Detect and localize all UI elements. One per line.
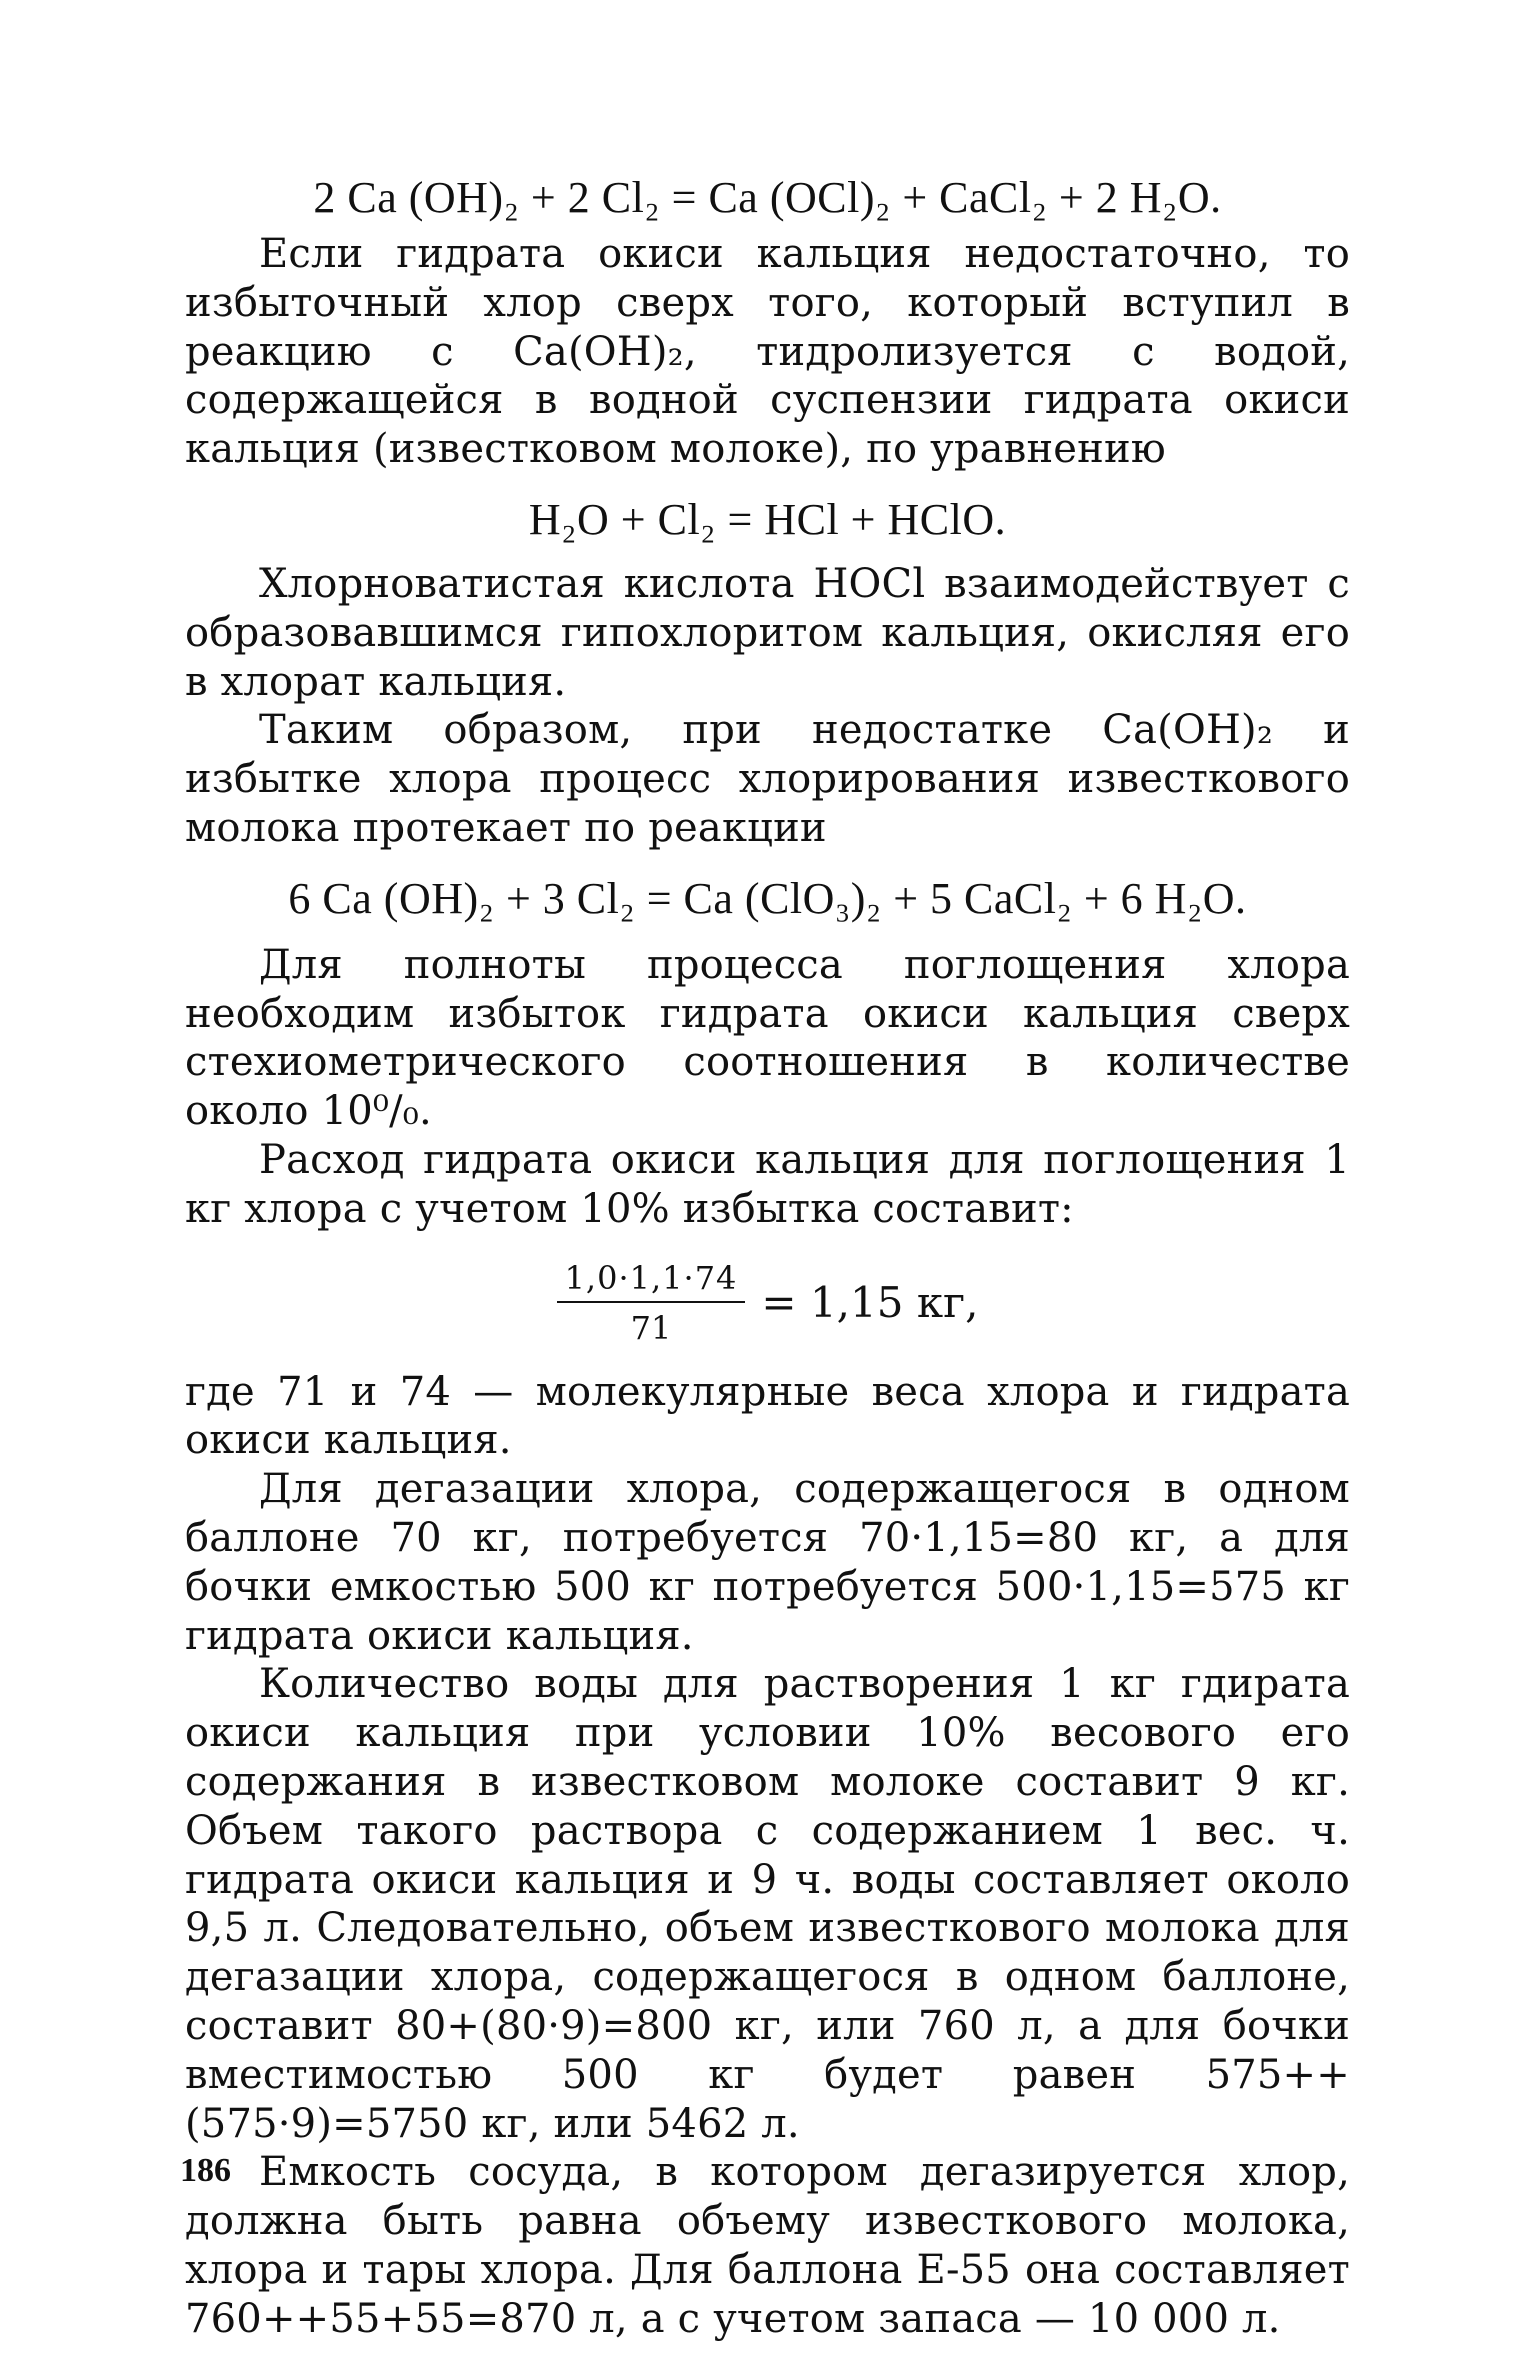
fraction-result: = 1,15 кг, — [761, 1278, 979, 1328]
paragraph-vessel-capacity: Емкость сосуда, в котором дегазируется хлор, должна быть равна объему известкового молока, хлора и тары хлора. Для баллона Е-55 она составляет 760++55+55=870 л, а с учетом запаса — 10 000 л. — [185, 2149, 1350, 2342]
paragraph-reaction-intro: Таким образом, при недостатке Ca(OH)₂ и избытке хлора процесс хлорирования известкового молока протекает по реакции — [185, 707, 1350, 851]
formula-calcium-hypochlorite: 2 Ca (OH)₂ + 2 Cl₂ = Ca (OCl)₂ + CaCl₂ + 2 H₂O. — [313, 173, 1222, 222]
paragraph-hypochlorous-acid: Хлорноватистая кислота HOCl взаимодействует с образовавшимся гипохлоритом кальция, окисляя его в хлорат кальция. — [185, 560, 1350, 705]
page-body — [185, 170, 1350, 2343]
paragraph-consumption: Расход гидрата окиси кальция для поглощения 1 кг хлора с учетом 10% избытка составит: — [185, 1136, 1350, 1232]
fraction-equation — [185, 1238, 1350, 1368]
paragraph-excess-hydrate: Для полноты процесса поглощения хлора необходим избыток гидрата окиси кальция сверх стехиометрического соотношения в количестве около 10⁰/₀. — [185, 941, 1350, 1135]
fraction — [557, 1259, 746, 1347]
fraction-denominator: 71 — [630, 1308, 672, 1347]
paragraph-degassing-cylinder: Для дегазации хлора, содержащегося в одном баллоне 70 кг, потребуется 70·1,15=80 кг, а для бочки емкостью 500 кг потребуется 500·1,15=575 кг гидрата окиси кальция. — [185, 1466, 1350, 1659]
page-number: 186 — [180, 2152, 231, 2189]
paragraph-water-quantity: Количество воды для растворения 1 кг гдирата окиси кальция при условии 10% весового его содержания в известковом молоке составит 9 кг. Объем такого раствора с содержанием 1 вес. ч. гидрата окиси кальция и 9 ч. воды составляет около 9,5 л. Следовательно, объем известкового молока для дегазации хлора, содержащегося в одном баллоне, составит 80+(80·9)=800 кг, или 760 л, а для бочки вместимостью 500 кг будет равен 575++(575·9)=5750 кг, или 5462 л. — [185, 1661, 1350, 2147]
fraction-numerator: 1,0·1,1·74 — [557, 1259, 746, 1303]
formula-hydrolysis: H₂O + Cl₂ = HCl + HClO. — [528, 494, 1007, 544]
paragraph-molecular-weights: где 71 и 74 — молекулярные веса хлора и гидрата окиси кальция. — [185, 1368, 1350, 1464]
paragraph-excess-chlorine: Если гидрата окиси кальция недостаточно, то избыточный хлор сверх того, который вступил в реакцию с Ca(OH)₂, тидролизуется с водой, содержащейся в водной суспензии гидрата окиси кальция (известковом молоке), по уравнению — [185, 231, 1350, 473]
formula-chlorate: 6 Ca (OH)₂ + 3 Cl₂ = Ca (ClO₃)₂ + 5 CaCl₂ + 6 H₂O. — [288, 873, 1247, 923]
